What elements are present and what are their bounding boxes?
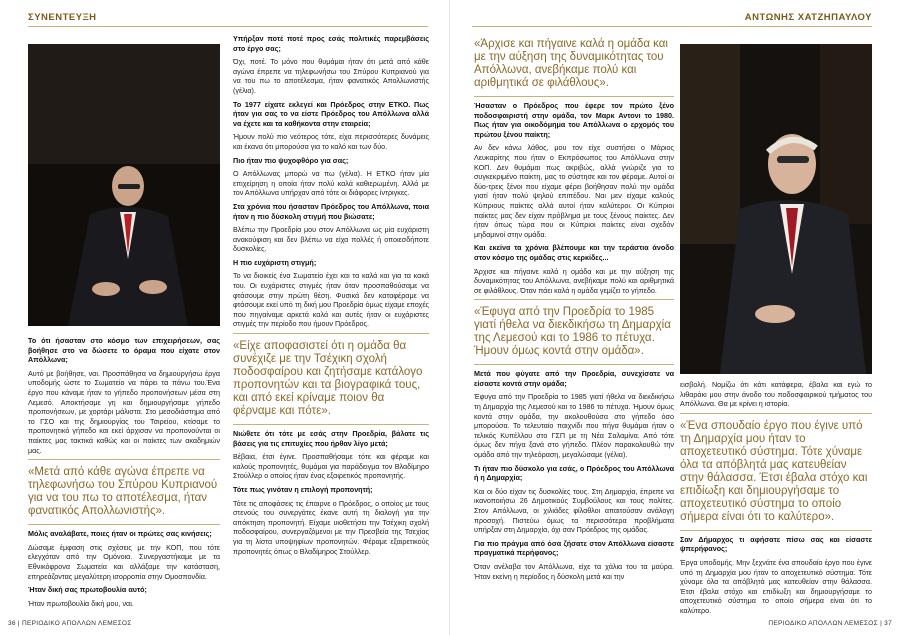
left-column-2 bbox=[233, 30, 429, 560]
pull-rule bbox=[680, 413, 872, 414]
answer-text: Όχι, ποτέ. Το μόνο που θυμάμαι ήταν ότι μετά από κάθε αγώνα έπρεπε να τηλεφωνήσω του Σπύρου Κυπριανού για να του πω το αποτέλεσμα, ήταν φανατικός Απολλωνιστής (γέλια). bbox=[233, 57, 429, 95]
answer-text: Ήμουν πολύ πιο νεότερος τότε, είχα περισσότερες δυνάμεις και έκανα ότι μπορούσα για το καλό και των δύο. bbox=[233, 132, 429, 151]
pull-quote: «Έφυγα από την Προεδρία το 1985 γιατί ήθελα να διεκδικήσω τη Δημαρχία της Λεμεσού και το 1986 το πέτυχα. Ήμουν όμως κοντά στην ομάδα». bbox=[474, 306, 671, 358]
answer-text: εισβολή. Νομίζω ότι κάτι κατάφερα, έβαλα και εγώ το λιθαράκι μου στην άνοδο του ποδοσφαιρικού τμήματος του Απόλλωνα. Θα με κρίνει η ιστορία. bbox=[680, 380, 872, 409]
answer-text: Αν δεν κάνω λάθος, μου τον είχε συστήσει ο Μάριος Λευκαρίτης που ήταν ο Εκπρόσωπος του Απόλλωνα στην ΚΟΠ. Δεν θυμάμαι πως ακριβώς, αλλά γνώριζε για το συγκεκριμένο παίκτη, μας το σύστησε και τον φέραμε. Αυτοί οι δύο-τρεις ξένοι που είχαμε φέρει βοήθησαν πολύ την ομάδα γιατί ήταν πολύ ψηλού επιπέδου. Ναι μεν είχαμε καλούς Κύπριους παίκτες αλλά αυτοί ήταν καλύτεροι. Οι Κύπριοι παίκτες μας δεν είχαν πρόβλημα με τους ξένους παίκτες. Δεν ήταν όπως τώρα που οι Κύπριοι παίκτες είναι σχεδόν μηδαμινοί στην ομάδα. bbox=[474, 143, 674, 239]
answer-text: Βέβαια, έτσι έγινε. Προσπαθήσαμε τότε και φέραμε και καλούς προπονητές, θυμάμαι για παράδειγμα τον Βλαδίμηρο Στούλλερ ο οποίος ήταν ένας εξαιρετικός προπονητής. bbox=[233, 452, 429, 481]
question-text: Τότε πως γινόταν η επιλογή προπονητή; bbox=[233, 485, 373, 494]
question-text: Σαν Δήμαρχος τι αφήσατε πίσω σας και είσαστε ψπερήφανος; bbox=[680, 534, 872, 554]
question-text: Το 1977 είχατε εκλεγεί και Πρόεδρος στην ΕΤΚΟ. Πως ήταν για σας το να είστε Πρόεδρος του Απόλλωνα αλλά να έχετε και τα καθήκοντα στην εταιρεία; bbox=[233, 99, 429, 128]
question-text: Το ότι ήσασταν στο κόσμο των επιχειρήσεων, σας βοήθησε στο να δώσετε το όραμα που είχατε στον Απόλλωνα; bbox=[28, 336, 220, 365]
left-column-1 bbox=[28, 332, 220, 612]
portrait-illustration-left bbox=[28, 44, 220, 326]
header-rule bbox=[28, 26, 428, 27]
question-text: Πιο ήταν πιο ψυχοφθόρο για σας; bbox=[233, 155, 349, 165]
pull-rule bbox=[680, 530, 872, 531]
answer-text: Έργα υποδομής. Μην ξεχνάτε ένα σπουδαίο έργο που έγινε υπό τη Δημαρχία μου ήταν το αποχετευτικό σύστημα. Τότε χύναμε όλα τα απόβλητά μας κατευθείαν στην θάλασσα. Έτσι έβαλα στόχο και επιδίωξη και δημιουργήσαμε το αποχετευτικό σύστημα το οποίο σήμερα είναι ότι το καλύτερο. bbox=[680, 557, 872, 615]
interviewee-name-label: ΑΝΤΩΝΗΣ ΧΑΤΖΗΠΑΥΛΟΥ bbox=[744, 12, 872, 23]
pull-rule bbox=[28, 524, 220, 525]
question-text: Υπήρξαν ποτέ ποτέ προς εσάς πολιτικές παρεμβάσεις στο έργο σας; bbox=[233, 34, 429, 53]
right-column-1 bbox=[474, 32, 674, 585]
pull-quote: «Άρχισε και πήγαινε καλά η ομάδα και με την αύξηση της δυναμικότητας του Απόλλωνα, ανεβήκαμε πολύ και αριθμητικά σε φιλάθλους». bbox=[474, 38, 668, 89]
pull-quote: «Μετά από κάθε αγώνα έπρεπε να τηλεφωνήσω του Σπύρου Κυπριανού για να του πω το αποτέλεσμα, ήταν φανατικός Απολλωνιστής». bbox=[28, 466, 218, 518]
answer-text: Τότε τις αποφάσεις τις έπαιρνε ο Πρόεδρος, ο οποίος με τους στενούς του συνεργάτες έκανε αυτή τη διαλογή για την απόκτηση προπονητή. Είχαμε υιοθετήσει την Τσέχικη σχολή ποδοσφαίρου, συνεργαζόμενοι με την Πρεσβεία της Τσεχίας για τη λίστα υποψηφίων προπονητών. Φέραμε εξαιρετικούς προπονητές όπως ο Βλαδίμηρος Στούλλερ. bbox=[233, 498, 429, 556]
pull-rule bbox=[474, 364, 674, 365]
answer-text: Βλέπω την Προεδρία μου στον Απόλλωνα ως μία ευχάριστη ανακούφιση και δεν βλέπω να είχα πολλές ή οποιεσδήποτε δυσκολίες. bbox=[233, 225, 429, 254]
answer-text: Έφυγα από την Προεδρία το 1985 γιατί ήθελα να διεκδικήσω τη Δημαρχία της Λεμεσού και το 1986 το πέτυχα. Ήμουν όμως κοντά στην ομάδα, την ακολουθούσα στο γήπεδο όσο μπορούσα. Το τελευταίο παιχνίδι που πήγα θυμάμαι ήταν ο τελικός Κυπέλλου στο ΓΣΠ με τη Νέα Σαλαμίνα. Από τότε όμως δεν πήγα ξανά στο γήπεδο. Πλέον παρακολουθώ την ομάδα από την τηλεόραση, μεγαλώσαμε (γέλια). bbox=[474, 392, 674, 460]
pull-rule bbox=[233, 424, 429, 425]
answer-text: Και οι δύο είχαν τις δυσκολίες τους. Στη Δημαρχία, έπρεπε να ικανοποιήσω 26 Δημοτικούς Συμβούλους και τους πολίτες. Στον Απόλλωνα, οι χιλιάδες φίλαθλοι απαιτούσαν ανάλογη προσοχή. Πιστεύω όμως τα περισσότερα προβλήματα υπήρξαν στη Δημαρχία, όχι σαν Πρόεδρος της ομάδας. bbox=[474, 486, 674, 535]
portrait-photo-right bbox=[680, 44, 872, 374]
page-footer-right: ΠΕΡΙΟΔΙΚΟ ΑΠΟΛΛΩΝ ΛΕΜΕΣΟΣ | 37 bbox=[768, 620, 892, 627]
section-label: ΣΥΝΕΝΤΕΥΞΗ bbox=[28, 12, 97, 23]
answer-text: Ο Απόλλωνας μπορώ να πω (γέλια). Η ΕΤΚΟ ήταν μία επιχείρηση η οποία ήταν πολύ καλά καθιερωμένη. Αλλά με τον Απόλλωνα υπήρχαν από τότε οι διάφορες ίντριγκες. bbox=[233, 169, 429, 198]
pull-rule bbox=[474, 96, 674, 97]
portrait-photo-left bbox=[28, 44, 220, 326]
right-page bbox=[450, 0, 900, 635]
answer-text: Δώσαμε έμφαση στις σχέσεις με την ΚΟΠ, που τότε ελεγχόταν από την Ομόνοια. Συνεργαστήκαμε με τα Εθνικόφρονα Σωματεία και αλλάξαμε την κατάσταση, επηρεάζοντας μεγαλύτερη ισορροπία στην Ομοσπονδία. bbox=[28, 542, 220, 581]
question-text: Μόλις αναλάβατε, ποιες ήταν οι πρώτες σας κινήσεις; bbox=[28, 529, 212, 539]
page-footer-left: 36 | ΠΕΡΙΟΔΙΚΟ ΑΠΟΛΛΩΝ ΛΕΜΕΣΟΣ bbox=[8, 620, 132, 627]
answer-text: Άρχισε και πήγαινε καλά η ομάδα και με την αύξηση της δυναμικότητας του Απόλλωνα, ανεβήκαμε πολύ και αριθμητικά σε φιλάθλους. Όταν πάει καλά η ομάδα γεμίζει το γήπεδο. bbox=[474, 266, 674, 295]
question-text: Ήταν δική σας πρωτοβουλία αυτό; bbox=[28, 585, 147, 595]
answer-text: Το να διοικείς ένα Σωματείο έχει και τα καλά και για τα κακά του. Οι ευχάριστες στιγμές ήταν όταν προσπαθούσαμε να φτάσουμε στην πρώτη θέση. Φυσικά δεν καταφέραμε να φτάσουμε εκεί υπό τη δική μου Προεδρία όμως είχαμε εποχές που πηγαίναμε αρκετά καλά και αυτές ήταν οι ευχάριστες στιγμές την περίοδο που ήμουν Πρόεδρος. bbox=[233, 271, 429, 329]
question-text: Μετά που φύγατε από την Προεδρία, συνεχίσατε να είσαστε κοντά στην ομάδα; bbox=[474, 369, 674, 388]
portrait-illustration-right bbox=[680, 44, 872, 374]
header-rule bbox=[472, 26, 872, 27]
answer-text: Όταν ανέλαβα τον Απόλλωνα, είχε τα χάλια του τα μαύρα. Ήταν εκείνη η περίοδος η δύσκολη μετά και την bbox=[474, 561, 674, 581]
pull-rule bbox=[474, 299, 674, 300]
question-text: Ήσασταν ο Πρόεδρος που έφερε τον πρώτο ξένο ποδοσφαιριστή στην ομάδα, τον Μαρκ Αντονι το 1980. Πως ήταν για οικοδόμημα του Απόλλωνα ο ερχομός του πρώτου ξένου παίκτη; bbox=[474, 101, 674, 139]
pull-quote: «Είχε αποφασιστεί ότι η ομάδα θα συνέχιζε με την Τσέχικη σχολή ποδοσφαίρου και ζητήσαμε κατάλογο προπονητών και τα βιογραφικά τους, και από εκεί κρίναμε ποιον θα φέρναμε και πότε». bbox=[233, 340, 423, 418]
pull-rule bbox=[233, 333, 429, 334]
pull-rule bbox=[28, 459, 220, 460]
answer-text: Ήταν πρωτοβουλία δική μου, ναι. bbox=[28, 598, 134, 608]
question-text: Νιώθετε ότι τότε με εσάς στην Προεδρία, βάλατε τις βάσεις για τις επιτυχίες που ήρθαν λίγο μετά; bbox=[233, 429, 429, 448]
question-text: Και εκείνα τα χρόνια βλέπουμε και την τεράστια άνοδο στον κόσμο της ομάδας στις κερκίδες... bbox=[474, 243, 674, 262]
question-text: Η πιο ευχάριστη στιγμή; bbox=[233, 257, 317, 267]
right-column-2 bbox=[680, 380, 872, 620]
pull-quote: «Ένα σπουδαίο έργο που έγινε υπό τη Δημαρχία μου ήταν το αποχετευτικό σύστημα. Τότε χύναμε όλα τα απόβλητά μας κατευθείαν στην θάλασσα. Έτσι έβαλα στόχο και επιδίωξη και δημιουργήσαμε το αποχετευτικό σύστημα το οποίο σήμερα είναι ότι το καλύτερο». bbox=[680, 419, 868, 523]
answer-text: Αυτό με βοήθησε, ναι. Προσπάθησα να δημιουργήσω έργα υποδομής ώστε το Σωματείο να πάρει τα πάνω του.Ένα έργο που κάναμε ήταν το γήπεδο προπονήσεων μέσα στη Λεμεσό. Αποκτήσαμε γη και δημιουργήσαμε γήπεδο προπονήσεων, με χορτάρι μάλιστα. Στο μεσοδιάστημα από το ΓΣΟ και της δημιουργίας του Τσιρείου, κτίσαμε το προπονητικό γήπεδο και εκεί άρχισαν να προπονούνται οι παίκτες μας τακτικά καθώς και οι παίκτες των ακαδημιών μας. bbox=[28, 368, 220, 455]
question-text: Τι ήταν πιο δύσκολο για εσάς, ο Πρόεδρος του Απόλλωνα ή η Δημαρχία; bbox=[474, 463, 674, 483]
question-text: Για πιο πράγμα από όσα ζήσατε στον Απόλλωνα είσαστε πραγματικά περήφανος; bbox=[474, 538, 674, 558]
question-text: Στα χρόνια που ήσασταν Πρόεδρος του Απόλλωνα, ποια ήταν η πιο δύσκολη στιγμή που βιώσατε; bbox=[233, 201, 429, 221]
